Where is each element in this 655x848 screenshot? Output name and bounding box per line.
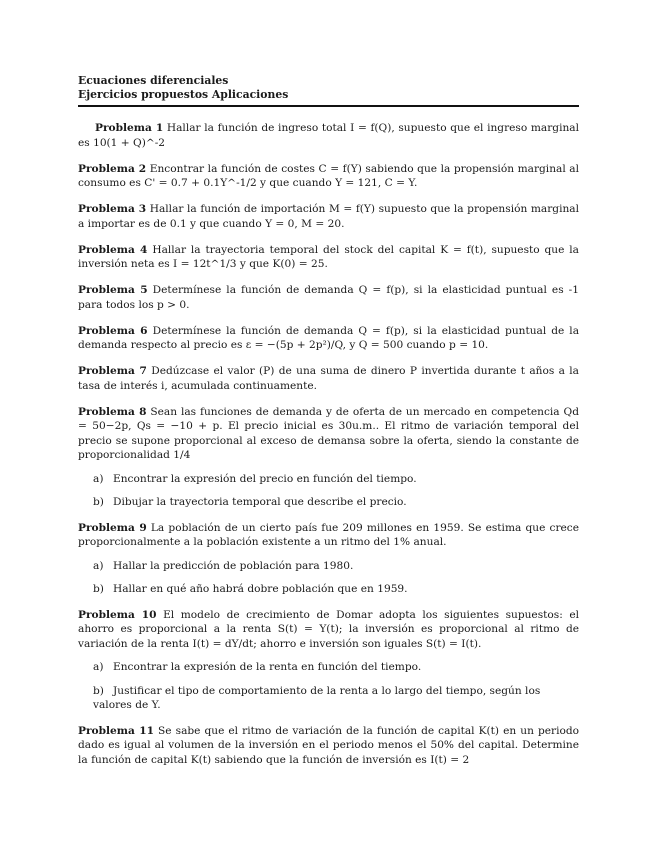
item-marker: b) (93, 684, 104, 697)
document-subtitle: Ejercicios propuestos Aplicaciones (78, 88, 289, 101)
problem-label: Problema 3 (78, 203, 147, 215)
problem-label: Problema 6 (78, 324, 148, 337)
problem-label: Problema 9 (78, 521, 147, 534)
item-text: Dibujar la trayectoria temporal que describe el precio. (113, 496, 407, 508)
item-marker: b) (93, 496, 104, 508)
problem-8-statement (78, 405, 579, 463)
problem-10-statement (78, 608, 579, 652)
problem-6 (78, 324, 579, 353)
document-page (78, 74, 579, 779)
problem-4 (78, 243, 579, 272)
list-item (93, 684, 579, 713)
problem-label: Problema 1 (95, 122, 164, 134)
problem-text: Hallar la trayectoria temporal del stock del capital K = f(t), supuesto que la inversión neta es I = 12t^1/3 y que K(0) = 25. (78, 243, 579, 270)
problem-text: Sean las funciones de demanda y de oferta de un mercado en competencia Qd = 50−2p, Qs = −10 + p. El precio inicial es 30u.m.. El ritmo de variación temporal del precio se supone proporcional al exceso de demansa sobre la oferta, siendo la constante de proporcionalidad 1/4 (78, 405, 579, 461)
problem-label: Problema 7 (78, 365, 147, 377)
problem-9-statement (78, 521, 579, 550)
problem-1 (78, 121, 579, 150)
problem-text: Se sabe que el ritmo de variación de la función de capital K(t) en un periodo dado es igual al volumen de la inversión en el periodo menos el 50% del capital. Determine la función de capital K(t) sabiendo que la función de inversión es I(t) = 2 (78, 724, 579, 766)
item-marker: a) (93, 472, 104, 485)
problem-8 (78, 405, 579, 510)
list-item (93, 495, 579, 510)
list-item (93, 660, 579, 675)
problem-2 (78, 162, 579, 191)
list-item (93, 559, 579, 574)
problem-text: Determínese la función de demanda Q = f(p), si la elasticidad puntual es -1 para todos los p > 0. (78, 284, 579, 311)
problem-3 (78, 202, 579, 231)
problem-text: Encontrar la función de costes C = f(Y) sabiendo que la propensión marginal al consumo es C' = 0.7 + 0.1Y^-1/2 y que cuando Y = 121, C = Y. (78, 162, 579, 189)
problem-text: Hallar la función de ingreso total I = f(Q), supuesto que el ingreso marginal es 10(1 + Q)^-2 (78, 122, 579, 149)
problem-10 (78, 608, 579, 713)
problem-label: Problema 11 (78, 724, 154, 737)
problem-11 (78, 724, 579, 768)
item-text: Hallar en qué año habrá dobre población que en 1959. (113, 583, 408, 595)
problem-text: El modelo de crecimiento de Domar adopta los siguientes supuestos: el ahorro es proporcional a la renta S(t) = Y(t); la inversión es proporcional al ritmo de variación de la renta I(t) = dY/dt; ahorro e inversión son iguales S(t) = I(t). (78, 608, 580, 650)
item-text: Encontrar la expresión del precio en función del tiempo. (113, 472, 417, 485)
item-marker: a) (93, 559, 104, 572)
item-text: Justificar el tipo de comportamiento de la renta a lo largo del tiempo, según los valores de Y. (93, 684, 541, 711)
problem-label: Problema 5 (78, 284, 148, 296)
list-item (93, 472, 579, 487)
problem-label: Problema 2 (78, 162, 147, 175)
item-marker: b) (93, 583, 104, 595)
problem-5 (78, 283, 579, 312)
problem-label: Problema 8 (78, 405, 147, 418)
item-text: Hallar la predicción de población para 1980. (113, 559, 354, 572)
problem-text: Dedúzcase el valor (P) de una suma de dinero P invertida durante t años a la tasa de interés i, acumulada continuamente. (78, 365, 579, 392)
problem-label: Problema 4 (78, 243, 148, 256)
item-text: Encontrar la expresión de la renta en función del tiempo. (113, 661, 422, 673)
header-rule (78, 105, 579, 107)
document-title: Ecuaciones diferenciales (78, 74, 229, 87)
item-marker: a) (93, 661, 104, 673)
problem-text: Determínese la función de demanda Q = f(p), si la elasticidad puntual de la demanda respecto al precio es ε = −(5p + 2p²)/Q, y Q = 500 cuando p = 10. (78, 324, 580, 351)
problem-9 (78, 521, 579, 597)
problem-text: Hallar la función de importación M = f(Y) supuesto que la propensión marginal a importar es de 0.1 y que cuando Y = 0, M = 20. (78, 203, 579, 230)
list-item (93, 582, 579, 597)
problem-7 (78, 364, 579, 393)
problem-label: Problema 10 (78, 608, 157, 621)
problem-text: La población de un cierto país fue 209 millones en 1959. Se estima que crece proporcionalmente a la población existente a un ritmo del 1% anual. (78, 521, 579, 548)
